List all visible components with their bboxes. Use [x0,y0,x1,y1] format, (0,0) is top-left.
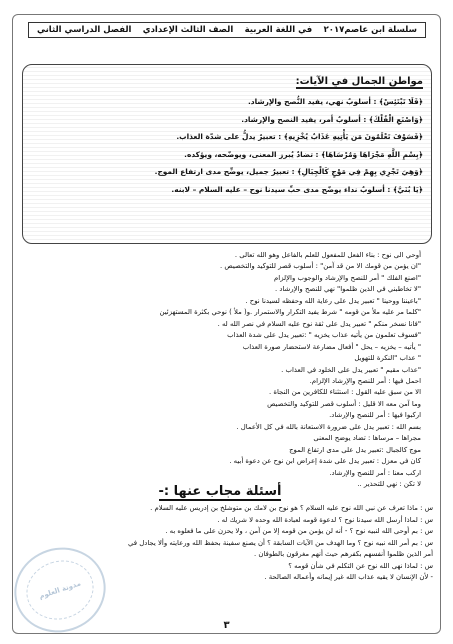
note-item: "فانا نسخر منكم " تعبير يدل على ثقة نوح عليه السلام في نصر الله له . [20,319,421,330]
note-item: " عذاب "النكرة للتهويل [20,353,421,364]
note-item: لا تكن : نهي للتحذير .. [20,479,421,490]
verse-line: ﴿فَلَا تَبْتَئِسْ﴾ : أسلوبٌ نهي، يفيد النُّصح والإرشاد. [247,97,423,106]
verse-line: ﴿يَا بُنَيَّ﴾ : أسلوبٌ نداء يوضّح مدى حبِّ سيدنا نوح – عليه السلام – لابنه. [171,184,423,194]
qa-line: س : بم أمر الله نبيه نوح ؟ وما الهدف من الآيات السابقة ؟ أن يصنع سفينة بحفظ الله ورعايته وألا يجادل في [128,538,433,547]
note-item: "فسوف تعلمون من يأتيه عذاب يخزيه " :تعبير يدل على شدة العذاب [20,330,421,341]
note-item: بسم الله : تعبير يدل على ضرورة الاستعانة بالله في كل الأعمال . [20,422,421,433]
note-item: "لا تخاطبني في الذين ظلموا" نهي للنصح والإرشاد . [20,284,421,295]
verse-line: ﴿وَهِيَ تَجْرِي بِهِمْ فِي مَوْجٍ كَالْجِبَالِ﴾ : تعبيرٌ جميل، يوضِّح مدى ارتفاع الموج. [154,167,423,177]
page-number: ٣ [223,620,230,631]
qa-line: س : لماذا أرسل الله سيدنا نوح ؟ لدعوة قومه لعبادة الله وحده لا شريك له . [217,515,433,524]
note-item: اركبوا فيها : أمر للنصح والإرشاد. [20,410,421,421]
note-item: "كلما مر عليه ملأ من قومه " شرط يفيد التكرار والاستمرار .و( ملأ ) نوحي بكثرة المستهزئين [20,307,421,318]
beauty-section [22,64,432,244]
note-item: أوحي الى نوح : بناء الفعل للمفعول للعلم بالفاعل وهو الله تعالى . [20,250,421,261]
verse-line: ﴿فَسَوْفَ تَعْلَمُونَ مَن يَأْتِيهِ عَذَابٌ يُخْزِيهِ﴾ : تعبيرٌ يدلُّ على شدّة العذاب. [176,132,423,142]
verse-line: ﴿وَاصْنَعِ الْفُلْكَ﴾ : أسلوبٌ أمر، يفيد النصح والإرشاد. [241,114,423,124]
qa-title: أسئلة مجاب عنها :- [158,484,282,499]
grade-name: الصف الثالث الإعدادي [142,25,234,35]
qa-line: - لأن الإنسان لا يقيه عذاب الله غير إيمانه وأعماله الصالحة . [264,573,433,581]
note-item: وما آمن معه الا قليل : أسلوب قصر للتوكيد والتخصيص [20,399,421,410]
notes-list [20,250,433,491]
beauty-title: مواطن الجمال في الآيات: [295,76,423,87]
note-item: اركب معنا : أمر للنصح والإرشاد. [20,468,421,479]
qa-line: س : لماذا نهى الله نوح عن التكلم في شأن قومه ؟ [288,561,433,570]
verse-line: ﴿بِسْمِ اللَّهِ مَجْرَاهَا وَمُرْسَاهَا﴾ : تضادٌ يُبرز المعنى، ويوضّحه، ويؤكده. [184,149,423,159]
note-item: "اصنع الفلك " أمر للنصح والإرشاد والوجوب والإلزام [20,273,421,284]
note-item: موج كالجبال :تعبير يدل على مدى ارتفاع الموج [20,445,421,456]
note-item: مجراها – مرساها : تضاد يوضح المعنى [20,433,421,444]
qa-line: س : بم أوحى الله لنبيه نوح ؟ - أنه لن يؤمن من قومه إلا من آمن ، ولا يحزن على ما فعلوه به . [165,527,433,535]
page-header [28,22,426,38]
note-item: "عذاب مقيم " تعبير يدل على الخلود في العذاب . [20,365,421,376]
note-item: الا من سبق عليه القول : استثناء للكافرين من النجاة . [20,387,421,398]
stamp-label: مدونة العلوم [19,552,102,628]
series-name: سلسلة ابن عاصم٢٠١٧ [323,25,417,35]
note-item: احمل فيها : أمر للنصح والإرشاد الإلزام. [20,376,421,387]
term-name: الفصل الدراسي الثاني [37,25,132,35]
note-item: كان في معزل : تعبير يدل على شدة إعراض ابن نوح عن دعوة أبيه . [20,456,421,467]
qa-line: س : ماذا تعرف عن نبي الله نوح عليه السلام ؟ هو نوح بن لامك بن متوشلخ بن إدريس عليه السلام . [150,504,433,512]
note-item: "ان يؤمن من قومك الا من قد آمن" : أسلوب قصر للتوكيد والتخصيص . [20,261,421,272]
note-item: " يأتيه – يخزيه – يحل " أفعال مضارعة لاستحضار صورة العذاب [20,342,421,353]
note-item: "باعيننا ووحينا " تعبير يدل على رعاية الله وحفظه لسيدنا نوح . [20,296,421,307]
subject-name: في اللغة العربية [244,25,313,35]
qa-line: أمر الذين ظلموا أنفسهم بكفرهم حيث أنهم مغرقون بالطوفان . [254,550,433,558]
